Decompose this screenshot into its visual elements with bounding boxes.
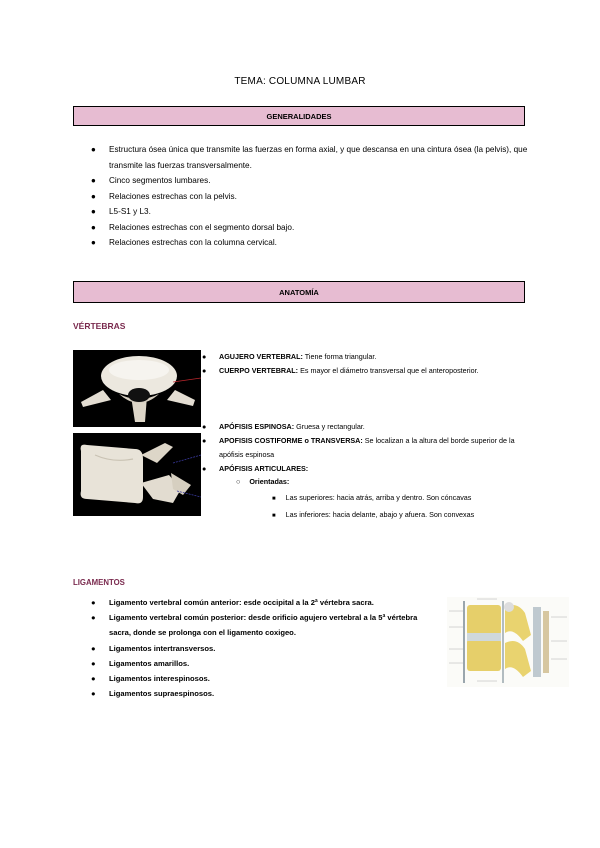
bullet-icon: ● — [91, 598, 96, 607]
square-bullet-icon: ■ — [272, 513, 276, 519]
bullet-icon: ● — [91, 176, 96, 185]
bullet-icon: ● — [202, 422, 207, 431]
bullet-icon: ● — [202, 352, 207, 361]
bullet-icon: ● — [91, 613, 96, 623]
vertebras-heading: VÉRTEBRAS — [73, 321, 126, 331]
bullet-icon: ● — [91, 145, 96, 154]
ligamentos-heading: LIGAMENTOS — [73, 578, 125, 587]
list-item: ● AGUJERO VERTEBRAL: Tiene forma triangular. — [202, 350, 532, 364]
bullet-icon: ● — [202, 366, 207, 375]
list-item: ● Ligamento vertebral común posterior: desde orificio agujero vertebral a la 5ª vértebra sacra, donde se prolonga con el ligamento coxigeo. — [91, 610, 431, 640]
bullet-icon: ● — [91, 207, 96, 216]
square-bullet-icon: ■ — [272, 496, 276, 502]
vertebras-list-bottom — [202, 420, 532, 476]
vertebra-superior-view-image — [73, 350, 201, 427]
list-item: ● L5-S1 y L3. — [91, 204, 531, 220]
list-item: ● Relaciones estrechas con la columna cervical. — [91, 235, 531, 251]
bullet-icon: ● — [91, 658, 96, 668]
section-header-anatomia: ANATOMÍA — [73, 281, 525, 303]
list-item: ● Ligamento vertebral común anterior: esde occipital a la 2ª vértebra sacra. — [91, 595, 431, 610]
list-item: ● APOFISIS COSTIFORME o TRANSVERSA: Se localizan a la altura del borde superior de la apófisis espinosa — [202, 436, 515, 459]
bullet-icon: ● — [91, 191, 96, 201]
orientadas-item: ○ Orientadas: — [236, 477, 290, 486]
list-item: ● Estructura ósea única que transmite las fuerzas en forma axial, y que descansa en una cintura ósea (la pelvis), que transmite las fuerzas transversalmente. — [91, 142, 531, 173]
bullet-icon: ● — [91, 689, 96, 699]
list-item: ● Ligamentos supraespinosos. — [91, 686, 431, 701]
list-item: ● APÓFISIS ARTICULARES: — [202, 462, 532, 476]
page-title: TEMA: COLUMNA LUMBAR — [234, 76, 366, 87]
section-header-generalidades: GENERALIDADES — [73, 106, 525, 126]
vertebras-list-top — [202, 350, 532, 378]
generalidades-list — [91, 142, 531, 251]
list-item: ● Ligamentos intertransversos. — [91, 641, 431, 656]
list-item: ● APÓFISIS ESPINOSA: Gruesa y rectangular. — [202, 420, 532, 434]
ligamentos-list — [91, 595, 431, 701]
bullet-icon: ● — [202, 464, 207, 473]
circle-bullet-icon: ○ — [236, 477, 241, 486]
list-item: ■ Las inferiores: hacia delante, abajo y afuera. Son convexas — [272, 510, 475, 519]
list-item: ● Ligamentos amarillos. — [91, 656, 431, 671]
bullet-icon: ● — [91, 643, 96, 653]
bullet-icon: ● — [91, 222, 96, 232]
bullet-icon: ● — [91, 238, 96, 247]
bullet-icon: ● — [202, 436, 207, 445]
vertebra-lateral-view-image — [73, 433, 201, 516]
list-item: ● CUERPO VERTEBRAL: Es mayor el diámetro transversal que el anteroposterior. — [202, 364, 532, 378]
list-item: ● Relaciones estrechas con el segmento dorsal bajo. — [91, 220, 531, 236]
orientadas-list — [272, 490, 542, 524]
list-item: ■ Las superiores: hacia atrás, arriba y dentro. Son cóncavas — [272, 493, 472, 502]
bullet-icon: ● — [91, 674, 96, 684]
list-item: ● Relaciones estrechas con la pelvis. — [91, 189, 531, 205]
list-item: ● Ligamentos interespinosos. — [91, 671, 431, 686]
list-item: ● Cinco segmentos lumbares. — [91, 173, 531, 189]
ligaments-diagram-image — [447, 597, 569, 687]
